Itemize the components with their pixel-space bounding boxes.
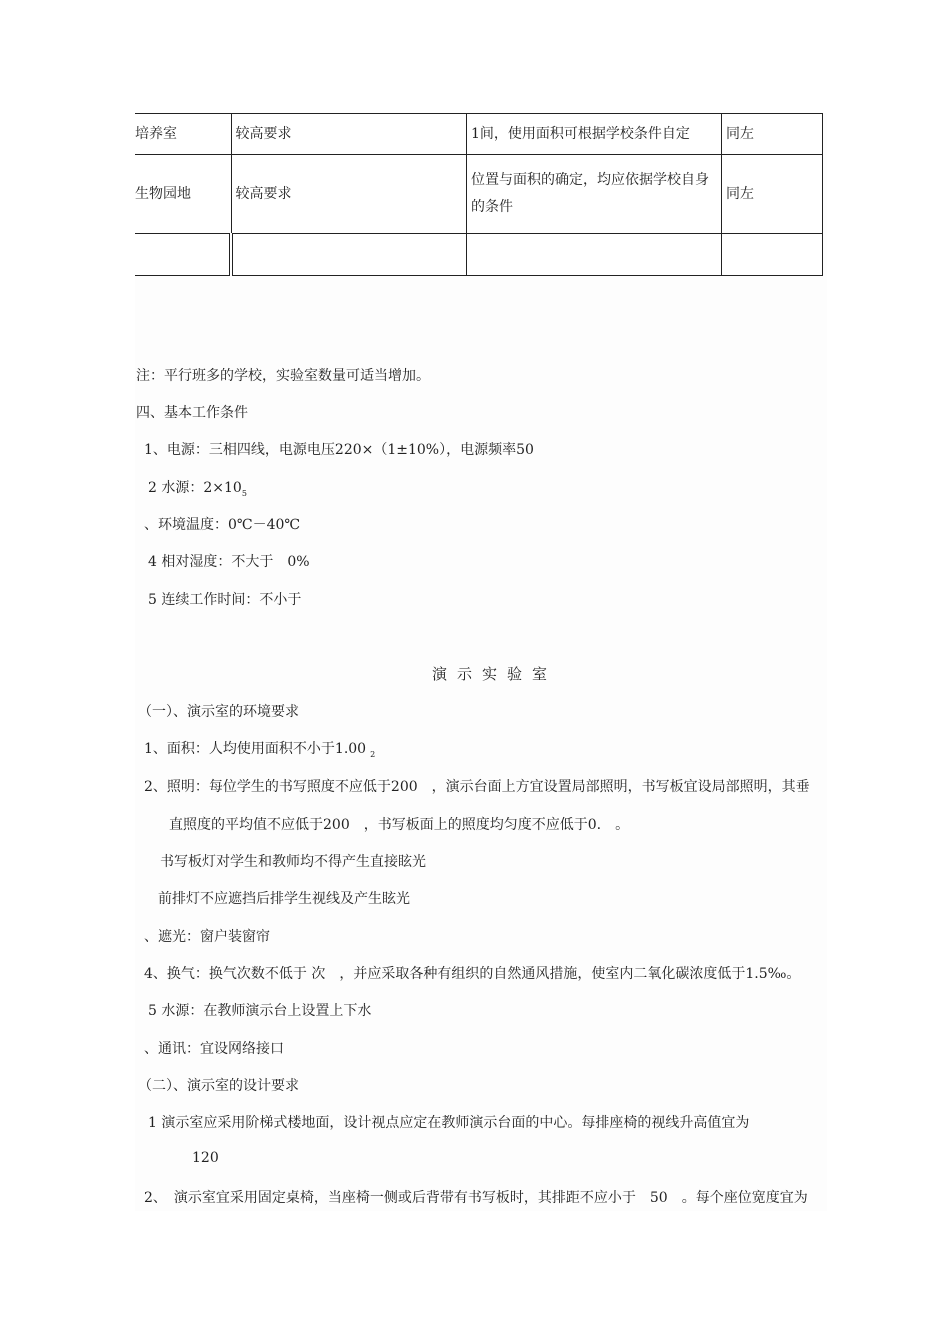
condition-item [148,477,247,498]
env-item [144,738,375,759]
table-cell [135,234,231,276]
env-item: 前排灯不应遮挡后排学生视线及产生眩光 [158,891,410,907]
table-cell [467,234,722,276]
table-row [135,234,823,276]
table-cell: 较高要求 [231,155,467,234]
condition-item: 、环境温度：0℃－40℃ [144,517,301,533]
env-item: 5 水源：在教师演示台上设置上下水 [148,1003,372,1019]
design-item: 120 [192,1150,219,1166]
condition-item: 4 相对湿度：不大于 0% [148,554,310,570]
env-item: 、通讯：宜设网络接口 [144,1041,284,1057]
table-cell [231,234,467,276]
section-heading: 演示实验室 [432,665,558,683]
table-cell: 位置与面积的确定，均应依据学校自身的条件 [467,155,722,234]
condition-item: 1、电源：三相四线，电源电压220×（1±10%），电源频率50 [144,442,534,458]
env-item: 直照度的平均值不应低于200 ，书写板面上的照度均匀度不应低于0. 。 [169,817,630,833]
env-item: 2、照明：每位学生的书写照度不应低于200 ，演示台面上方宜设置局部照明，书写板宜设局部照明，其垂 [144,779,810,795]
table-cell: 生物园地 [135,155,231,234]
table-cell: 1间，使用面积可根据学校条件自定 [467,114,722,155]
env-text: 1、面积：人均使用面积不小于1.00 [144,741,367,757]
note-text: 注：平行班多的学校，实验室数量可适当增加。 [136,368,430,384]
condition-subscript: 5 [241,488,247,498]
table-cell: 培养室 [135,114,231,155]
env-item: 、遮光：窗户装窗帘 [144,929,270,945]
table-row [135,155,823,234]
table-cell: 较高要求 [231,114,467,155]
table-cell [722,234,823,276]
condition-item: 5 连续工作时间：不小于 [148,592,302,608]
facility-table [135,113,823,276]
design-item: 2、 演示室宜采用固定桌椅，当座椅一侧或后背带有书写板时，其排距不应小于 50 。每个座位宽度宜为 [144,1190,808,1206]
table-row [135,114,823,155]
subsection-title: （一）、演示室的环境要求 [138,704,299,720]
table-cell: 同左 [722,114,823,155]
env-item: 书写板灯对学生和教师均不得产生直接眩光 [160,854,426,870]
design-item: 1 演示室应采用阶梯式楼地面，设计视点应定在教师演示台面的中心。每排座椅的视线升高值宜为 [148,1115,750,1131]
condition-text: 2 水源：2×10 [148,480,242,496]
env-item: 4、换气：换气次数不低于 次 ，并应采取各种有组织的自然通风措施，使室内二氧化碳浓度低于1.5‰。 [144,966,801,982]
section-title: 四、基本工作条件 [136,405,248,421]
env-superscript: 2 [370,749,376,759]
table-cell: 同左 [722,155,823,234]
subsection-title: （二）、演示室的设计要求 [138,1078,299,1094]
